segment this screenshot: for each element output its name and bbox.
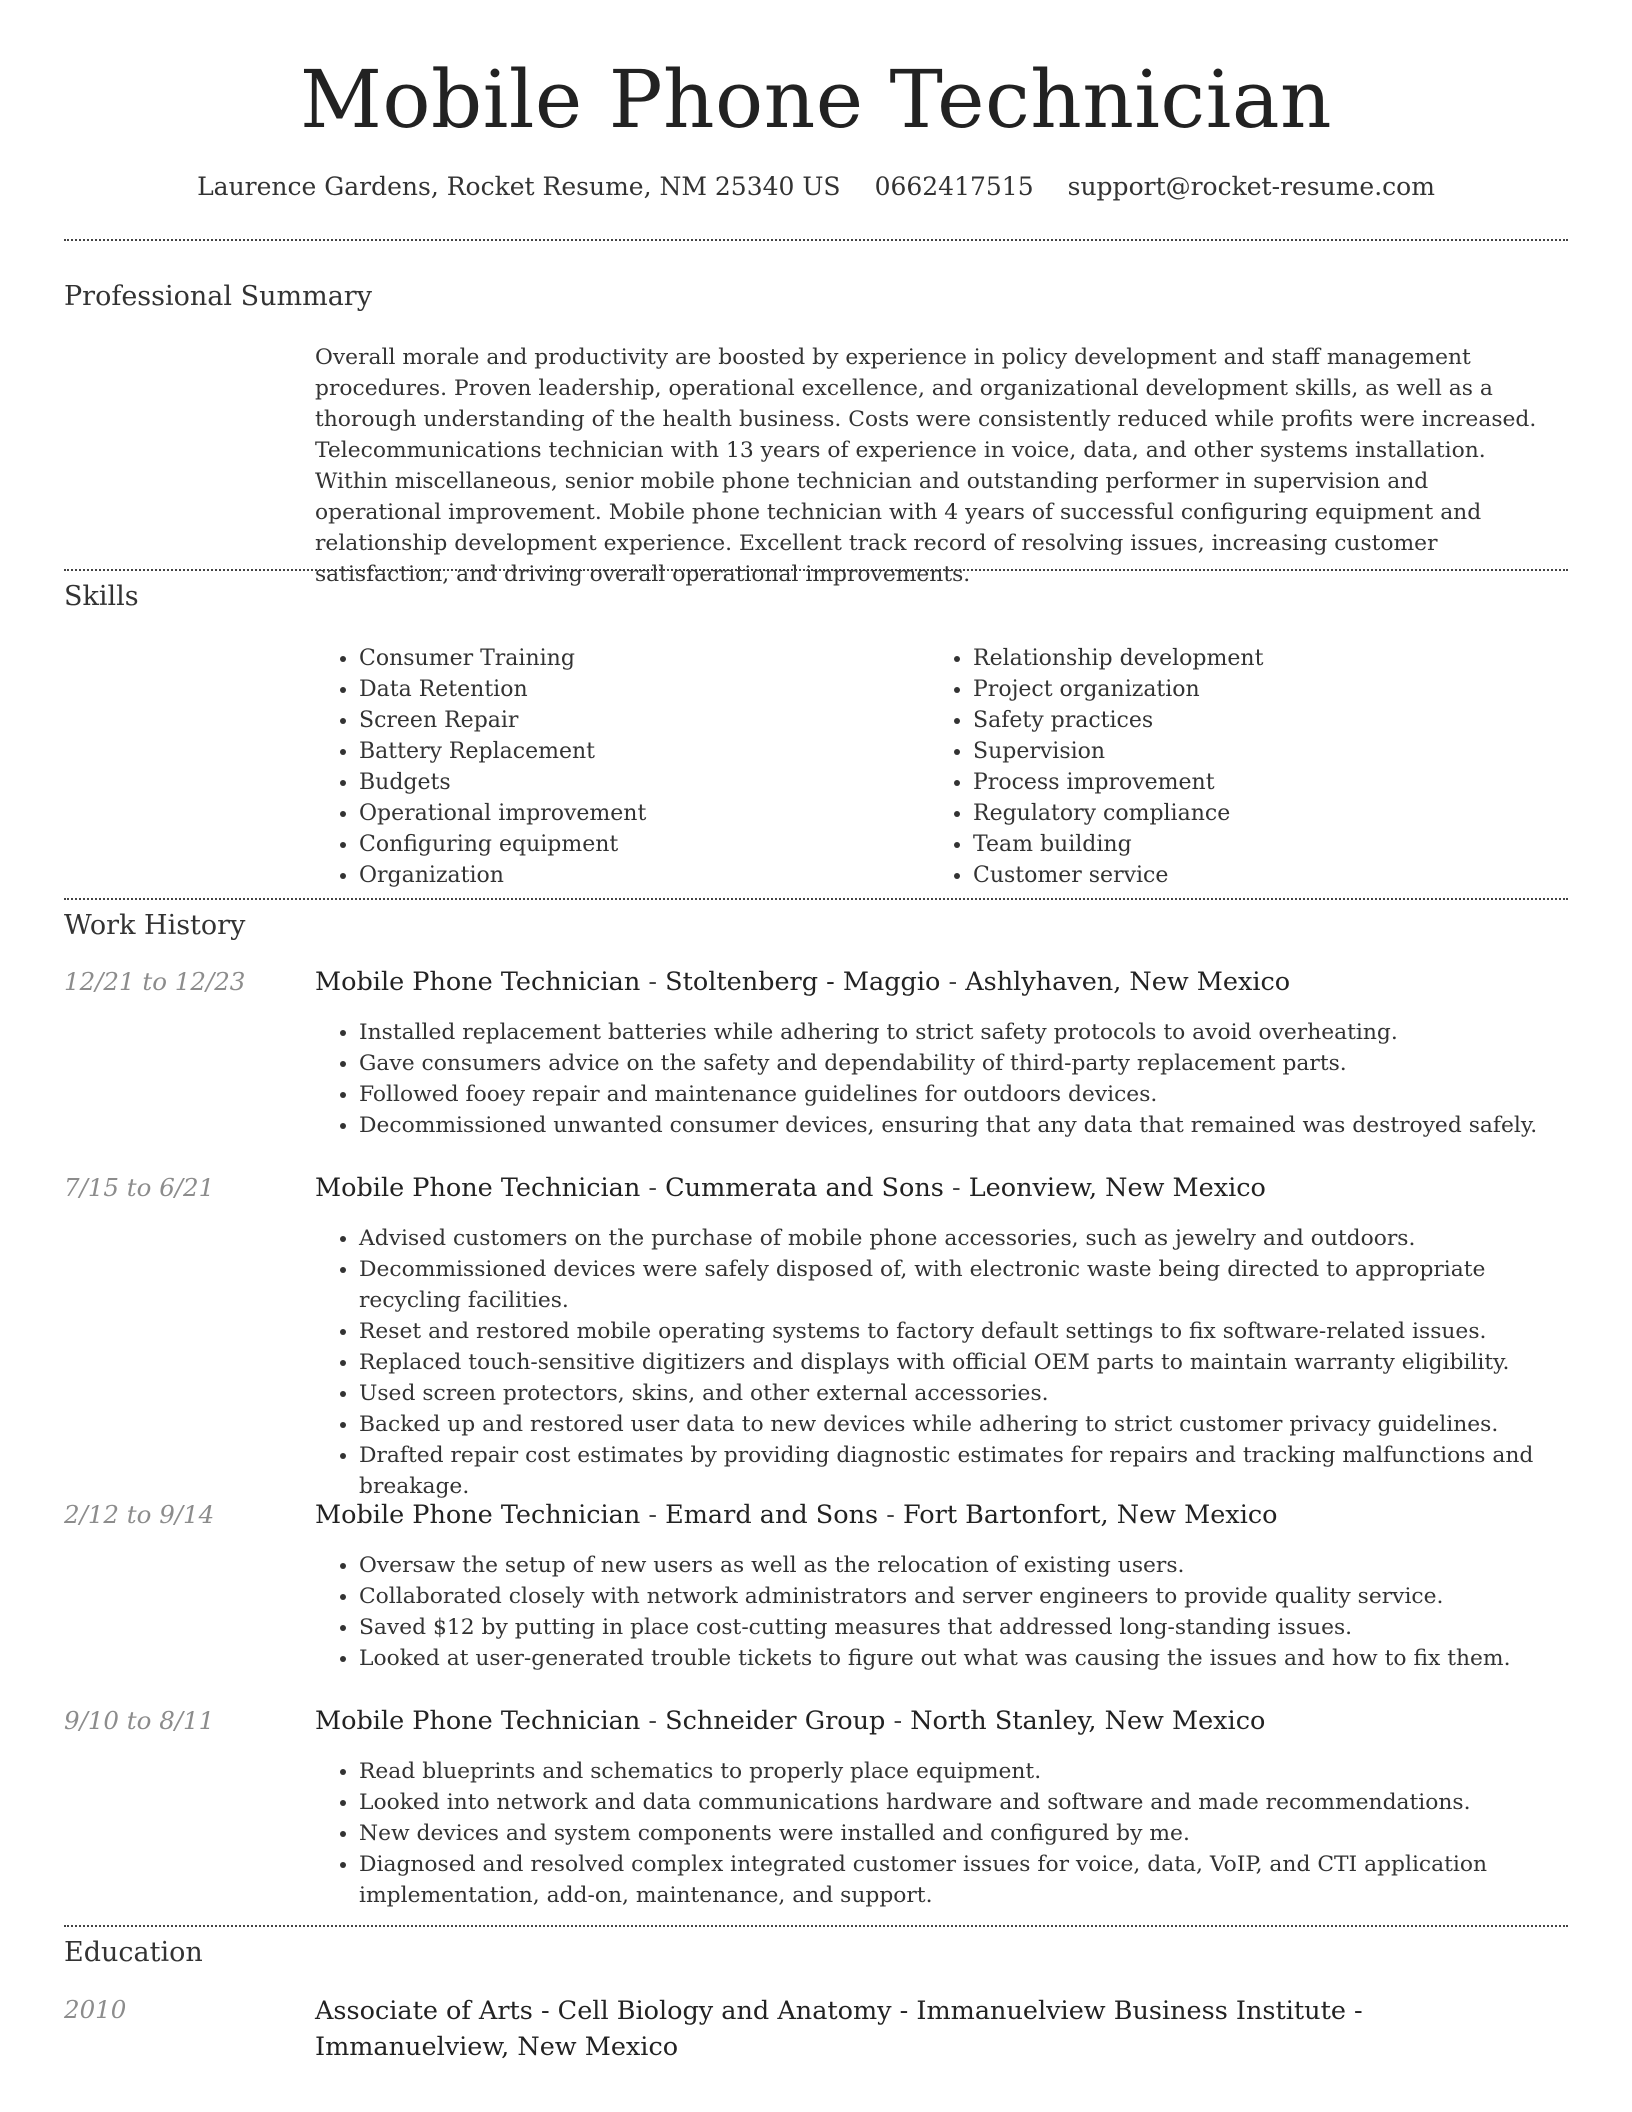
job-location: Leonview, New Mexico <box>968 1173 1266 1203</box>
job-date: 7/15 to 6/21 <box>64 1173 215 1202</box>
job-date: 2/12 to 9/14 <box>64 1500 215 1529</box>
job-bullet: • Used screen protectors, skins, and other external accessories. <box>359 1378 1574 1409</box>
job-bullet: • Backed up and restored user data to new devices while adhering to strict customer privacy guidelines. <box>359 1409 1574 1440</box>
job-company: Stoltenberg - Maggio <box>665 967 941 997</box>
skill-item: • Process improvement <box>973 767 1543 798</box>
section-divider <box>64 898 1568 900</box>
contact-email: support@rocket-resume.com <box>1067 172 1435 201</box>
job-role: Mobile Phone Technician <box>315 1500 641 1530</box>
contact-phone: 0662417515 <box>874 172 1034 201</box>
job-company: Schneider Group <box>665 1706 886 1736</box>
skill-item: • Data Retention <box>359 674 929 705</box>
resume-header <box>0 0 1632 201</box>
job-date: 9/10 to 8/11 <box>64 1706 215 1735</box>
skill-item: • Configuring equipment <box>359 829 929 860</box>
job-heading: Mobile Phone Technician - Cummerata and Sons - Leonview, New Mexico <box>315 1173 1266 1203</box>
job-heading: Mobile Phone Technician - Emard and Sons - Fort Bartonfort, New Mexico <box>315 1500 1278 1530</box>
skill-item: • Supervision <box>973 736 1543 767</box>
job-bullet: • Oversaw the setup of new users as well as the relocation of existing users. <box>359 1550 1574 1581</box>
job-bullets <box>315 1223 1574 1502</box>
job-bullet: • Looked into network and data communications hardware and software and made recommendations. <box>359 1787 1574 1818</box>
contact-address: Laurence Gardens, Rocket Resume, NM 25340 US <box>197 172 841 201</box>
summary-text: Overall morale and productivity are boosted by experience in policy development and staff management procedures. Proven leadership, operational excellence, and organizational development skills, as well as a thorough understanding of the health business. Costs were consistently reduced while profits were increased. Telecommunications technician with 13 years of experience in voice, data, and other systems installation. Within miscellaneous, senior mobile phone technician and outstanding performer in supervision and operational improvement. Mobile phone technician with 4 years of successful configuring equipment and relationship development experience. Excellent track record of resolving issues, increasing customer satisfaction, and driving overall operational improvements. <box>315 345 1537 587</box>
skill-item: • Consumer Training <box>359 643 929 674</box>
section-title-education: Education <box>64 1937 203 1968</box>
skill-item: • Safety practices <box>973 705 1543 736</box>
skill-item: • Organization <box>359 860 929 891</box>
job-bullet: • Read blueprints and schematics to properly place equipment. <box>359 1756 1574 1787</box>
section-divider <box>64 569 1568 571</box>
job-bullet: • Replaced touch-sensitive digitizers and displays with official OEM parts to maintain warranty eligibility. <box>359 1347 1574 1378</box>
job-bullet: • Looked at user-generated trouble tickets to figure out what was causing the issues and how to fix them. <box>359 1643 1574 1674</box>
skill-item: • Project organization <box>973 674 1543 705</box>
skill-item: • Budgets <box>359 767 929 798</box>
job-bullets <box>315 1017 1574 1141</box>
job-location: North Stanley, New Mexico <box>910 1706 1266 1736</box>
skill-item: • Team building <box>973 829 1543 860</box>
job-bullet: • Decommissioned devices were safely disposed of, with electronic waste being directed to appropriate recycling facilities. <box>359 1254 1574 1316</box>
job-bullet: • Followed fooey repair and maintenance guidelines for outdoors devices. <box>359 1079 1574 1110</box>
contact-line <box>0 172 1632 201</box>
skill-item: • Screen Repair <box>359 705 929 736</box>
skills-list <box>315 643 1555 891</box>
job-bullets <box>315 1756 1574 1911</box>
job-bullet: • New devices and system components were installed and configured by me. <box>359 1818 1574 1849</box>
job-bullet: • Saved $12 by putting in place cost-cutting measures that addressed long-standing issues. <box>359 1612 1574 1643</box>
job-role: Mobile Phone Technician <box>315 967 641 997</box>
job-heading: Mobile Phone Technician - Schneider Group - North Stanley, New Mexico <box>315 1706 1266 1736</box>
section-title-summary: Professional Summary <box>64 281 372 312</box>
job-bullet: • Reset and restored mobile operating systems to factory default settings to fix software-related issues. <box>359 1316 1574 1347</box>
job-role: Mobile Phone Technician <box>315 1173 641 1203</box>
skill-item: • Customer service <box>973 860 1543 891</box>
candidate-name: Mobile Phone Technician <box>299 53 1333 146</box>
education-degree: Associate of Arts - Cell Biology and Anatomy - Immanuelview Business Institute - Immanuelview, New Mexico <box>315 1996 1363 2062</box>
job-company: Cummerata and Sons <box>665 1173 944 1203</box>
job-bullet: • Decommissioned unwanted consumer devices, ensuring that any data that remained was destroyed safely. <box>359 1110 1574 1141</box>
job-date: 12/21 to 12/23 <box>64 967 246 996</box>
job-role: Mobile Phone Technician <box>315 1706 641 1736</box>
job-heading: Mobile Phone Technician - Stoltenberg - Maggio - Ashlyhaven, New Mexico <box>315 967 1291 997</box>
section-title-skills: Skills <box>64 581 139 612</box>
skill-item: • Battery Replacement <box>359 736 929 767</box>
skill-item: • Regulatory compliance <box>973 798 1543 829</box>
education-date: 2010 <box>64 1995 127 2024</box>
section-divider <box>64 239 1568 241</box>
section-title-work: Work History <box>64 910 246 941</box>
job-bullet: • Advised customers on the purchase of mobile phone accessories, such as jewelry and outdoors. <box>359 1223 1574 1254</box>
job-bullet: • Gave consumers advice on the safety and dependability of third-party replacement parts. <box>359 1048 1574 1079</box>
job-company: Emard and Sons <box>665 1500 879 1530</box>
job-bullet: • Collaborated closely with network administrators and server engineers to provide quality service. <box>359 1581 1574 1612</box>
skills-column-left <box>315 643 929 891</box>
job-bullets <box>315 1550 1574 1674</box>
job-bullet: • Diagnosed and resolved complex integrated customer issues for voice, data, VoIP, and CTI application implementation, add-on, maintenance, and support. <box>359 1849 1574 1911</box>
section-divider <box>64 1925 1568 1927</box>
job-location: Ashlyhaven, New Mexico <box>965 967 1291 997</box>
job-location: Fort Bartonfort, New Mexico <box>902 1500 1278 1530</box>
skill-item: • Relationship development <box>973 643 1543 674</box>
skills-column-right <box>929 643 1543 891</box>
skill-item: • Operational improvement <box>359 798 929 829</box>
job-bullet: • Drafted repair cost estimates by providing diagnostic estimates for repairs and tracking malfunctions and breakage. <box>359 1440 1574 1502</box>
job-bullet: • Installed replacement batteries while adhering to strict safety protocols to avoid overheating. <box>359 1017 1574 1048</box>
